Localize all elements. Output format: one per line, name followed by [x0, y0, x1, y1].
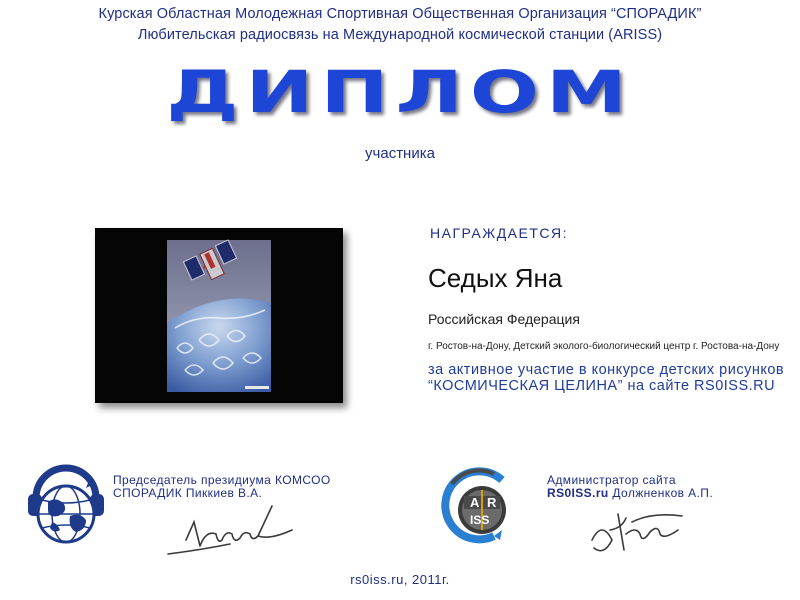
ariss-letters-iss: ISS	[470, 513, 490, 527]
ariss-letter-r: R	[487, 495, 497, 510]
chairman-signature	[160, 500, 300, 562]
space-drawing	[95, 228, 343, 403]
recipient-name: Седых Яна	[428, 263, 563, 293]
administrator-title	[547, 474, 787, 500]
site-name: RS0ISS.ru	[547, 486, 609, 500]
globe-headphones-logo	[26, 456, 106, 552]
ariss-letter-a: A	[470, 495, 480, 510]
recipient-country: Российская Федерация	[428, 311, 580, 327]
administrator-signature	[582, 500, 692, 562]
administrator-name: Должненков А.П.	[612, 486, 714, 500]
org-name-line: Курская Областная Молодежная Спортивная Общественная Организация “СПОРАДИК”	[98, 6, 702, 22]
diploma-title: ДИПЛОМ	[166, 58, 634, 126]
chairman-title: Председатель президиума КОМСОО СПОРАДИК Пиккиев В.А.	[113, 473, 331, 500]
artwork-image	[95, 228, 343, 403]
ariss-logo	[432, 462, 518, 548]
administrator-role: Администратор сайта	[547, 473, 676, 487]
recipient-city-organization: г. Ростов-на-Дону, Детский эколого-биологический центр г. Ростова-на-Дону	[428, 341, 780, 352]
diploma-subtitle: участника	[365, 145, 435, 162]
footer-site-year: rs0iss.ru, 2011г.	[350, 572, 450, 587]
org-subtitle-line: Любительская радиосвязь на Международной космической станции (ARISS)	[137, 27, 663, 43]
awarded-label: НАГРАЖДАЕТСЯ:	[430, 225, 569, 241]
award-reason: за активное участие в конкурсе детских рисунков “КОСМИЧЕСКАЯ ЦЕЛИНА” на сайте RS0ISS.RU	[428, 362, 785, 394]
